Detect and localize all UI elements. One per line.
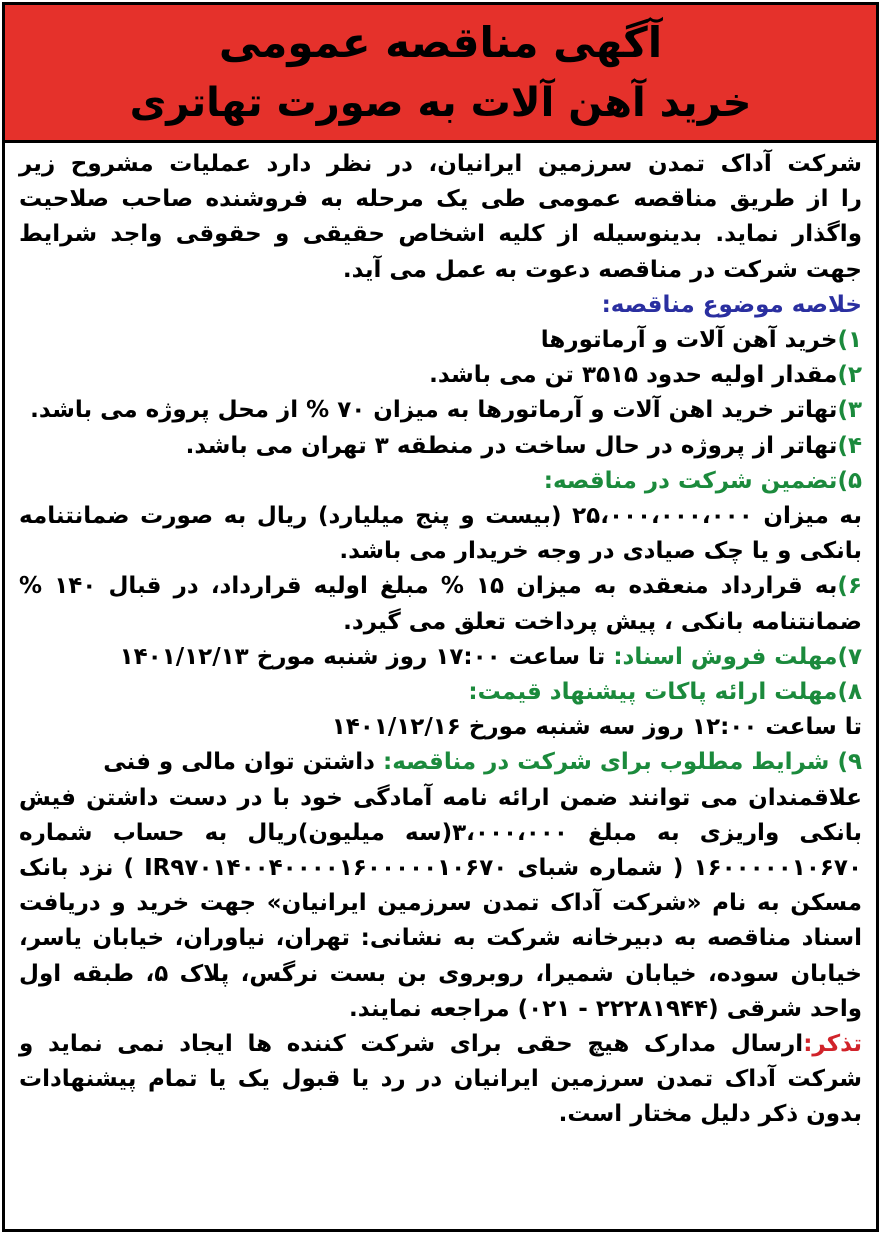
item-number: ۴) [837,432,862,459]
item-9-line: ۱۶۰۰۰۰۰۱۰۶۷۰ ( شماره شبای IR۹۷۰۱۴۰۰۴۰۰۰۰۱۶۰۰۰۰۰۱۰۶۷۰ ) نزد بانک [19,855,862,882]
item-number: ۵) [837,467,862,494]
item-number: ۳) [837,397,862,424]
note-line [19,1027,862,1062]
notice-title: آگهی مناقصه عمومی [218,18,663,67]
note-label: تذکر: [803,1031,862,1058]
item-tail: داشتن توان مالی و فنی [103,749,375,776]
item-3 [19,393,862,428]
note-line: بدون ذکر دلیل مختار است. [558,1101,862,1128]
item-number: ۹) [837,749,862,776]
item-9-line: بانکی واریزی به مبلغ ۳،۰۰۰،۰۰۰(سه میلیون)ریال به حساب شماره [19,819,862,846]
note-line: شرکت آداک تمدن سرزمین ایرانیان در رد یا قبول یک یا تمام پیشنهادات [19,1066,862,1093]
notice-body [5,143,876,1133]
item-number: ۱) [837,327,862,354]
item-9-line: مسکن به نام «شرکت آداک تمدن سرزمین ایرانیان» جهت خرید و دریافت [19,890,862,917]
item-heading: تضمین شرکت در مناقصه: [543,467,838,494]
intro-line: شرکت آداک تمدن سرزمین ایرانیان، در نظر دارد عملیات مشروح زیر [19,151,862,177]
item-text: خرید آهن آلات و آرماتورها [540,327,838,354]
notice-header [5,5,876,143]
item-5-line: به میزان ۲۵،۰۰۰،۰۰۰،۰۰۰ (بیست و پنج میلیارد) ریال به صورت ضمانتنامه [19,503,862,530]
item-text: تهاتر از پروژه در حال ساخت در منطقه ۳ تهران می باشد. [185,432,838,459]
intro-line: واگذار نماید. بدینوسیله از کلیه اشخاص حقیقی و حقوقی واجد شرایط [19,221,862,248]
item-heading: مهلت ارائه پاکات پیشنهاد قیمت: [468,679,838,706]
item-9-line: خیابان سوده، خیابان شمیرا، روبروی بن بست نرگس، پلاک ۵، طبقه اول [19,960,862,987]
item-4 [19,429,862,464]
notice-subtitle: خرید آهن آلات به صورت تهاتری [129,80,752,126]
item-1 [19,323,862,358]
item-9-line: اسناد مناقصه به دبیرخانه شرکت به نشانی: تهران، نیاوران، خیابان یاسر، [19,925,862,952]
summary-heading: خلاصه موضوع مناقصه: [601,291,862,318]
item-heading: شرایط مطلوب برای شرکت در مناقصه: [383,749,830,776]
item-text: به قرارداد منعقده به میزان ۱۵ % مبلغ اولیه قرارداد، در قبال ۱۴۰ % [19,573,838,600]
item-text: تا ساعت ۱۷:۰۰ روز شنبه مورخ ۱۴۰۱/۱۲/۱۳ [119,643,606,670]
item-number: ۶) [837,573,862,600]
item-9-line: علاقمندان می توانند ضمن ارائه نامه آمادگی خود با در دست داشتن فیش [19,784,862,811]
item-5-heading [19,464,862,499]
item-8-heading [19,675,862,710]
note-text: ارسال مدارک هیچ حقی برای شرکت کننده ها ایجاد نمی نماید و [19,1031,804,1058]
tender-notice [2,2,879,1232]
intro-line: جهت شرکت در مناقصه دعوت به عمل می آید. [342,256,862,283]
item-2 [19,358,862,393]
item-number: ۷) [837,643,862,670]
item-text: مقدار اولیه حدود ۳۵۱۵ تن می باشد. [429,362,838,389]
item-5-line: بانکی و یا چک صیادی در وجه خریدار می باشد. [339,538,862,565]
item-number: ۲) [837,362,862,389]
item-6-line: ضمانتنامه بانکی ، پیش پرداخت تعلق می گیرد. [343,608,862,635]
intro-line: را از طریق مناقصه عمومی طی یک مرحله به فروشنده صاحب صلاحیت [19,186,862,213]
item-heading: مهلت فروش اسناد: [613,643,838,670]
item-8-line: تا ساعت ۱۲:۰۰ روز سه شنبه مورخ ۱۴۰۱/۱۲/۱۶ [331,714,862,741]
item-6 [19,569,862,604]
item-9-heading [19,745,862,780]
item-9-line: واحد شرقی (۲۲۲۸۱۹۴۴ - ۰۲۱) مراجعه نمایند. [348,995,862,1022]
item-number: ۸) [837,679,862,706]
item-text: تهاتر خرید اهن آلات و آرماتورها به میزان ۷۰ % از محل پروژه می باشد. [30,397,838,424]
item-7 [19,640,862,675]
